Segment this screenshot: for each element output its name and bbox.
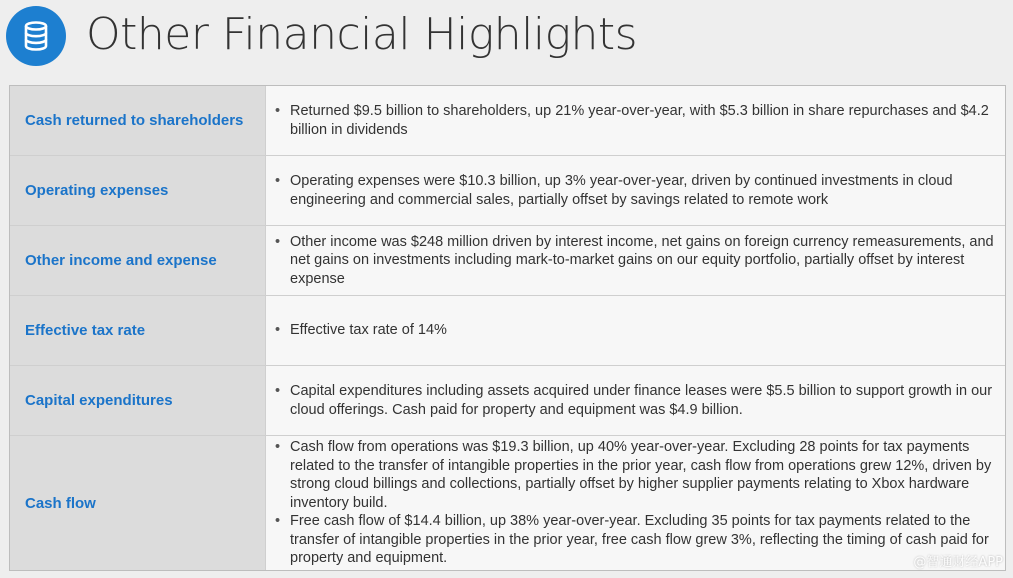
table-row [10,436,1005,570]
row-label-cell [10,436,266,570]
row-description-cell [266,86,1005,155]
row-label-other-income: Other income and expense [25,252,217,269]
bullet-glyph: • [275,513,281,530]
logo-badge [6,6,66,66]
row-description-cell [266,156,1005,225]
bullet-glyph: • [275,383,281,399]
bullet-item [266,102,997,139]
row-description-cell [266,226,1005,295]
table-row [10,156,1005,226]
row-label-cell [10,156,266,225]
bullet-glyph: • [275,322,281,339]
bullet-item [266,233,997,289]
row-description-cell [266,366,1005,435]
bullet-glyph: • [275,173,281,189]
bullet-item [266,321,997,340]
row-description-cell [266,436,1005,570]
table-row [10,366,1005,436]
row-label-cell [10,296,266,365]
page-title: Other Financial Highlights [86,9,638,60]
table-row [10,86,1005,156]
row-label-effective-tax-rate: Effective tax rate [25,322,146,339]
row-label-cell [10,226,266,295]
bullet-text: Effective tax rate of 14% [290,322,447,339]
bullet-text: Operating expenses were $10.3 billion, up 3% year-over-year, driven by continued investments in cloud engineering and commercial sales, partially offset by savings related to remote work [290,173,953,208]
row-label-cash-flow: Cash flow [25,494,96,512]
page-header [0,0,1013,80]
bullet-text: Free cash flow of $14.4 billion, up 38% year-over-year. Excluding 35 points for tax payments related to the transfer of intangible properties in the prior year, free cash flow grew 3%, reflecting the timing of cash paid for property and equipment. [290,513,989,567]
row-label-cash-returned: Cash returned to shareholders [25,112,244,129]
bullet-item [266,512,997,568]
bullet-text: Other income was $248 million driven by interest income, net gains on foreign currency remeasurements, and net gains on investments including mark-to-market gains on our equity portfolio, partially offset by interest expense [290,233,994,287]
row-label-cell [10,86,266,155]
bullet-item [266,438,997,512]
bullet-text: Returned $9.5 billion to shareholders, up 21% year-over-year, with $5.3 billion in share repurchases and $4.2 billion in dividends [290,103,989,138]
bullet-item [266,382,997,419]
bullet-glyph: • [275,439,281,456]
table-row [10,226,1005,296]
row-label-cell [10,366,266,435]
bullet-glyph: • [275,103,281,119]
highlights-table [9,85,1006,571]
bullet-text: Cash flow from operations was $19.3 billion, up 40% year-over-year. Excluding 28 points for tax payments related to the transfer of intangible properties in the prior year, cash flow from operations grew 12%, driven by strong cloud billings and collections, partially offset by higher supplier payments relating to Xbox hardware inventory build. [290,439,992,511]
database-icon [23,21,49,51]
bullet-item [266,172,997,209]
row-label-capital-expenditures: Capital expenditures [25,392,173,409]
table-row [10,296,1005,366]
row-label-operating-expenses: Operating expenses [25,182,169,199]
bullet-text: Capital expenditures including assets acquired under finance leases were $5.5 billion to support growth in our cloud offerings. Cash paid for property and equipment was $4.9 billion. [290,383,993,418]
row-description-cell [266,296,1005,365]
bullet-glyph: • [275,233,281,250]
watermark: @智通财经APP [913,555,1003,570]
